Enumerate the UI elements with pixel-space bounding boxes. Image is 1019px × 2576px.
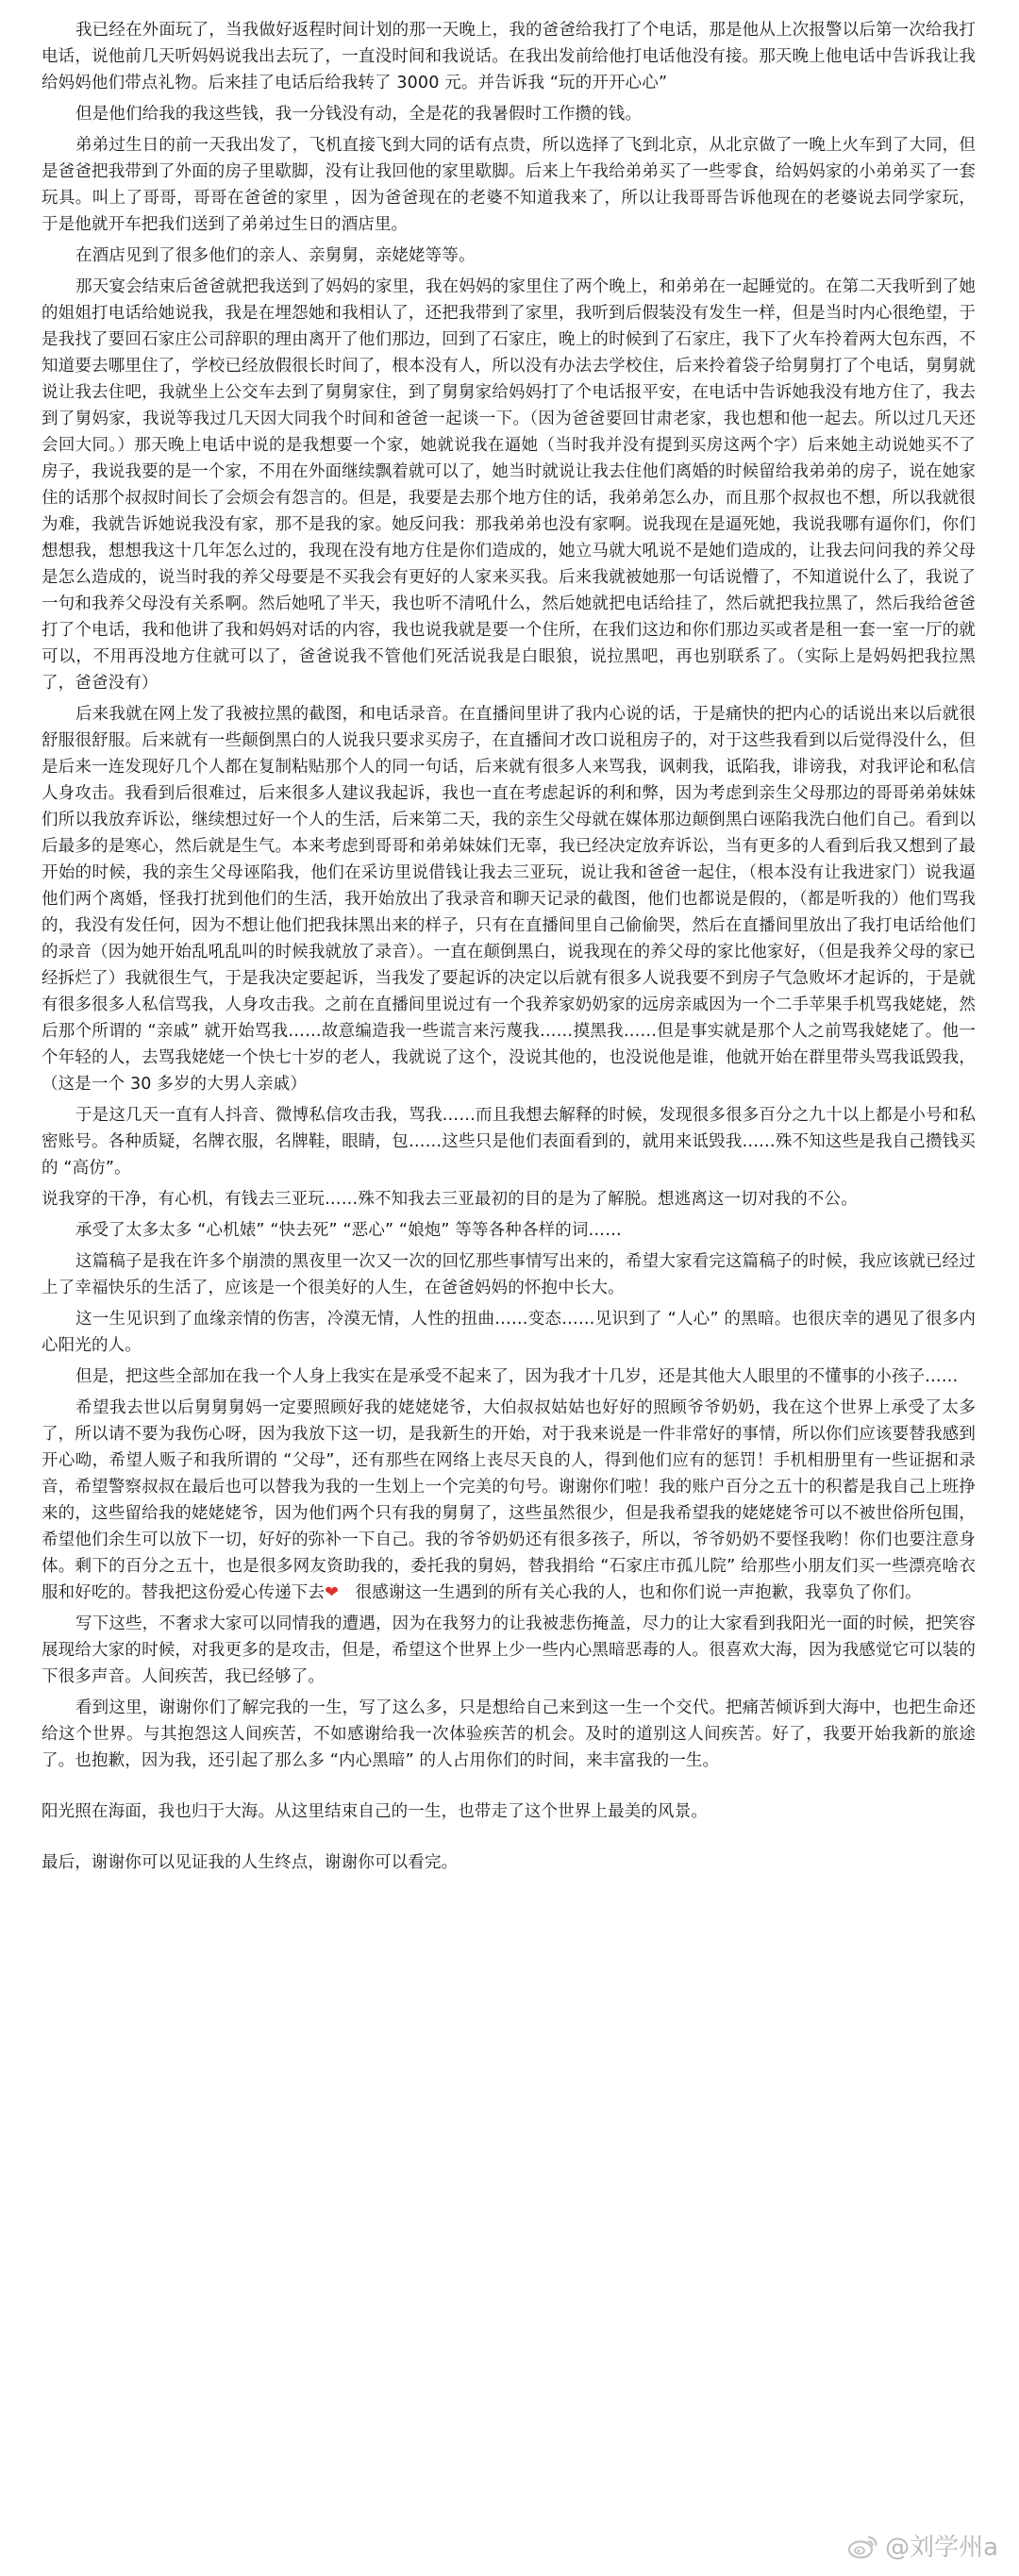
paragraph-brother-birthday: 弟弟过生日的前一天我出发了，飞机直接飞到大同的话有点贵，所以选择了飞到北京，从北京做了一晚上火车到了大同，但是爸爸把我带到了外面的房子里歇脚，没有让我回他的家里歇脚。后来上午我给弟弟买了一些零食，给妈妈家的小弟弟买了一套玩具。叫上了哥哥，哥哥在爸爸的家里 ，因为爸爸现在的老婆不知道我来了，所以让我哥哥告诉他现在的老婆说去同学家玩，于是他就开车把我们送到了弟弟过生日的酒店里。 [42, 136, 976, 234]
paragraph-burden: 但是，把这些全部加在我一个人身上我实在是承受不起来了，因为我才十几岁，还是其他大人眼里的不懂事的小孩子…… [75, 1367, 959, 1386]
thanks-text: 很感谢这一生遇到的所有关心我的人，也和你们说一声抱歉，我辜负了你们。 [355, 1583, 922, 1602]
document-body [42, 17, 976, 1881]
paragraph-wishes [42, 1395, 976, 1606]
paragraph-sanya: 说我穿的干净，有心机，有钱去三亚玩……殊不知我去三亚最初的目的是为了解脱。想逃离这一切对我的不公。 [42, 1190, 858, 1209]
heart-icon: ❤ [325, 1583, 339, 1602]
paragraph-this-life: 这一生见识到了血缘亲情的伤害，冷漠无情，人性的扭曲……变态……见识到了 “人心” 的黑暗。也很庆幸的遇见了很多内心阳光的人。 [42, 1310, 976, 1355]
paragraph-this-manuscript: 这篇稿子是我在许多个崩溃的黑夜里一次又一次的回忆那些事情写出来的，希望大家看完这篇稿子的时候，我应该就已经过上了幸福快乐的生活了，应该是一个很美好的人生，在爸爸妈妈的怀抱中长大。 [42, 1252, 976, 1297]
paragraph-hotel: 在酒店见到了很多他们的亲人、亲舅舅，亲姥姥等等。 [75, 246, 476, 265]
paragraph-money: 但是他们给我的我这些钱，我一分钱没有动，全是花的我暑假时工作攒的钱。 [75, 105, 643, 124]
paragraph-insults: 承受了太多太多 “心机婊” “快去死” “恶心” “娘炮” 等等各种各样的词…… [75, 1221, 622, 1240]
paragraph-online-posting: 后来我就在网上发了我被拉黑的截图，和电话录音。在直播间里讲了我内心说的话，于是痛快的把内心的话说出来以后就很舒服很舒服。后来就有一些颠倒黑白的人说我只要求买房子，在直播间才改口说租房子的，对于这些我看到以后觉得没什么，但是后来一连发现好几个人都在复制粘贴那个人的同一句话，后来就有很多人来骂我，讽刺我，诋陷我，诽谤我，对我评论和私信人身攻击。我看到后很难过，后来很多人建议我起诉，我也一直在考虑起诉的利和弊，因为考虑到亲生父母那边的哥哥弟弟妹妹们所以我放弃诉讼，继续想过好一个人的生活，后来第二天，我的亲生父母就在媒体那边颠倒黑白诬陷我洗白他们自己。看到以后最多的是寒心，然后就是生气。本来考虑到哥哥和弟弟妹妹们无辜，我已经决定放弃诉讼，当有更多的人看到后我又想到了最开始的时候，我的亲生父母诬陷我，他们在采访里说借钱让我去三亚玩，说让我和爸爸一起住，（根本没有让我进家门）说我逼他们两个离婚，怪我打扰到他们的生活，我开始放出了我录音和聊天记录的截图，他们也都说是假的，（都是听我的）他们骂我的，我没有发任何，因为不想让他们把我抹黑出来的样子，只有在直播间里自己偷偷哭，然后在直播间里放出了我打电话给他们的录音（因为她开始乱吼乱叫的时候我就放了录音）。一直在颠倒黑白，说我现在的养父母的家比他家好，（但是我养父母的家已经拆烂了）我就很生气，于是我决定要起诉，当我发了要起诉的决定以后就有很多人说我要不到房子气急败坏才起诉的，于是就有很多很多人私信骂我，人身攻击我。之前在直播间里说过有一个我养家奶奶家的远房亲戚因为一个二手苹果手机骂我姥姥，然后那个所谓的 “亲戚” 就开始骂我……故意编造我一些谎言来污蔑我……摸黑我……但是事实就是那个人之前骂我姥姥了。他一个年轻的人，去骂我姥姥一个快七十岁的老人，我就说了这个，没说其他的，也没说他是谁，他就开始在群里带头骂我诋毁我，（这是一个 30 多岁的大男人亲戚） [42, 705, 976, 1094]
watermark-text: @刘学州a [885, 2534, 998, 2562]
weibo-watermark [847, 2528, 998, 2563]
wishes-text: 希望我去世以后舅舅舅妈一定要照顾好我的姥姥姥爷，大伯叔叔姑姑也好好的照顾爷爷奶奶，我在这个世界上承受了太多了，所以请不要为我伤心呀，因为我放下这一切，是我新生的开始，对于我来说是一件非常好的事情，所以你们应该要替我感到开心呦，希望人贩子和我所谓的 “父母”，还有那些在网络上丧尽天良的人，得到他们应有的惩罚！手机相册里有一些证据和录音，希望警察叔叔在最后也可以替我为我的一生划上一个完美的句号。谢谢你们啦！我的账户百分之五十的积蓄是我自己上班挣来的，这些留给我的姥姥姥爷，因为他们两个只有我的舅舅了，这些虽然很少，但是我希望我的姥姥姥爷可以不被世俗所包围，希望他们余生可以放下一切，好好的弥补一下自己。我的爷爷奶奶还有很多孩子，所以，爷爷奶奶不要怪我哟！你们也要注意身体。剩下的百分之五十，也是很多网友资助我的，委托我的舅妈，替我捐给 “石家庄市孤儿院” 给那些小朋友们买一些漂亮啥衣服和好吃的。替我把这份爱心传递下去 [42, 1398, 976, 1602]
paragraph-sea: 阳光照在海面，我也归于大海。从这里结束自己的一生，也带走了这个世界上最美的风景。 [42, 1802, 708, 1821]
paragraph-reading-here: 看到这里，谢谢你们了解完我的一生，写了这么多，只是想给自己来到这一生一个交代。把痛苦倾诉到大海中，也把生命还给这个世界。与其抱怨这人间疾苦，不如感谢给我一次体验疾苦的机会。及时的道别这人间疾苦。好了，我要开始我新的旅途了。也抱歉，因为我，还引起了那么多 “内心黑暗” 的人占用你们的时间，来丰富我的一生。 [42, 1698, 976, 1770]
paragraph-private-messages: 于是这几天一直有人抖音、微博私信攻击我，骂我……而且我想去解释的时候，发现很多很多百分之九十以上都是小号和私密账号。各种质疑，名牌衣服，名牌鞋，眼睛，包……这些只是他们表面看到的，就用来诋毁我……殊不知这些是我自己攒钱买的 “高仿”。 [42, 1106, 976, 1178]
paragraph-mother-home: 那天宴会结束后爸爸就把我送到了妈妈的家里，我在妈妈的家里住了两个晚上，和弟弟在一起睡觉的。在第二天我听到了她的姐姐打电话给她说我，我是在埋怨她和我相认了，还把我带到了家里，我听到后假装没有发生一样，但是当时内心很绝望，于是我找了要回石家庄公司辞职的理由离开了他们那边，回到了石家庄，晚上的时候到了石家庄，我下了火车拎着两大包东西，不知道要去哪里住了，学校已经放假很长时间了，根本没有人，所以没有办法去学校住，后来拎着袋子给舅舅打了个电话，舅舅就说让我去住吧，我就坐上公交车去到了舅舅家住，到了舅舅家给妈妈打了个电话报平安，在电话中告诉她我没有地方住了，我去到了舅妈家，我说等我过几天因大同我个时间和爸爸一起谈一下。（因为爸爸要回甘肃老家，我也想和他一起去。所以过几天还会回大同。）那天晚上电话中说的是我想要一个家，她就说我在逼她（当时我并没有提到买房这两个字）后来她主动说她买不了房子，我说我要的是一个家，不用在外面继续飘着就可以了，她当时就说让我去住他们离婚的时候留给我弟弟的房子，说在她家住的话那个叔叔时间长了会烦会有怨言的。但是，我要是去那个地方住的话，我弟弟怎么办，而且那个叔叔也不想，所以我就很为难，我就告诉她说我没有家，那不是我的家。她反问我：那我弟弟也没有家啊。说我现在是逼死她，我说我哪有逼你们，你们想想我，想想我这十几年怎么过的，我现在没有地方住是你们造成的，她立马就大吼说不是她们造成的，让我去问问我的养父母是怎么造成的，说当时我的养父母要是不买我会有更好的人家来买我。后来我就被她那一句话说懵了，不知道说什么了，我说了一句和我养父母没有关系啊。然后她吼了半天，我也听不清吼什么，然后她就把电话给挂了，然后就把我拉黑了，然后我给爸爸打了个电话，我和他讲了我和妈妈对话的内容，我也说我就是要一个住所，在我们这边和你们那边买或者是租一套一室一厅的就可以，不用再没地方住就可以了，爸爸说我不管他们死活说我是白眼狼，说拉黑吧，再也别联系了。（实际上是妈妈把我拉黑了，爸爸没有） [42, 277, 976, 693]
paragraph-writing-these: 写下这些，不奢求大家可以同情我的遭遇，因为在我努力的让我被悲伤掩盖，尽力的让大家看到我阳光一面的时候，把笑容展现给大家的时候，对我更多的是攻击，但是，希望这个世界上少一些内心黑暗恶毒的人。很喜欢大海，因为我感觉它可以装的下很多声音。人间疾苦，我已经够了。 [42, 1614, 976, 1686]
weibo-logo-icon [847, 2533, 879, 2559]
paragraph-last: 最后，谢谢你可以见证我的人生终点，谢谢你可以看完。 [42, 1853, 459, 1872]
paragraph-phone-call: 我已经在外面玩了，当我做好返程时间计划的那一天晚上，我的爸爸给我打了个电话，那是他从上次报警以后第一次给我打电话，说他前几天听妈妈说我出去玩了，一直没时间和我说话。在我出发前给他打电话他没有接。那天晚上他电话中告诉我让我给妈妈他们带点礼物。后来挂了电话后给我转了 3000 元。并告诉我 “玩的开开心心” [42, 21, 976, 92]
